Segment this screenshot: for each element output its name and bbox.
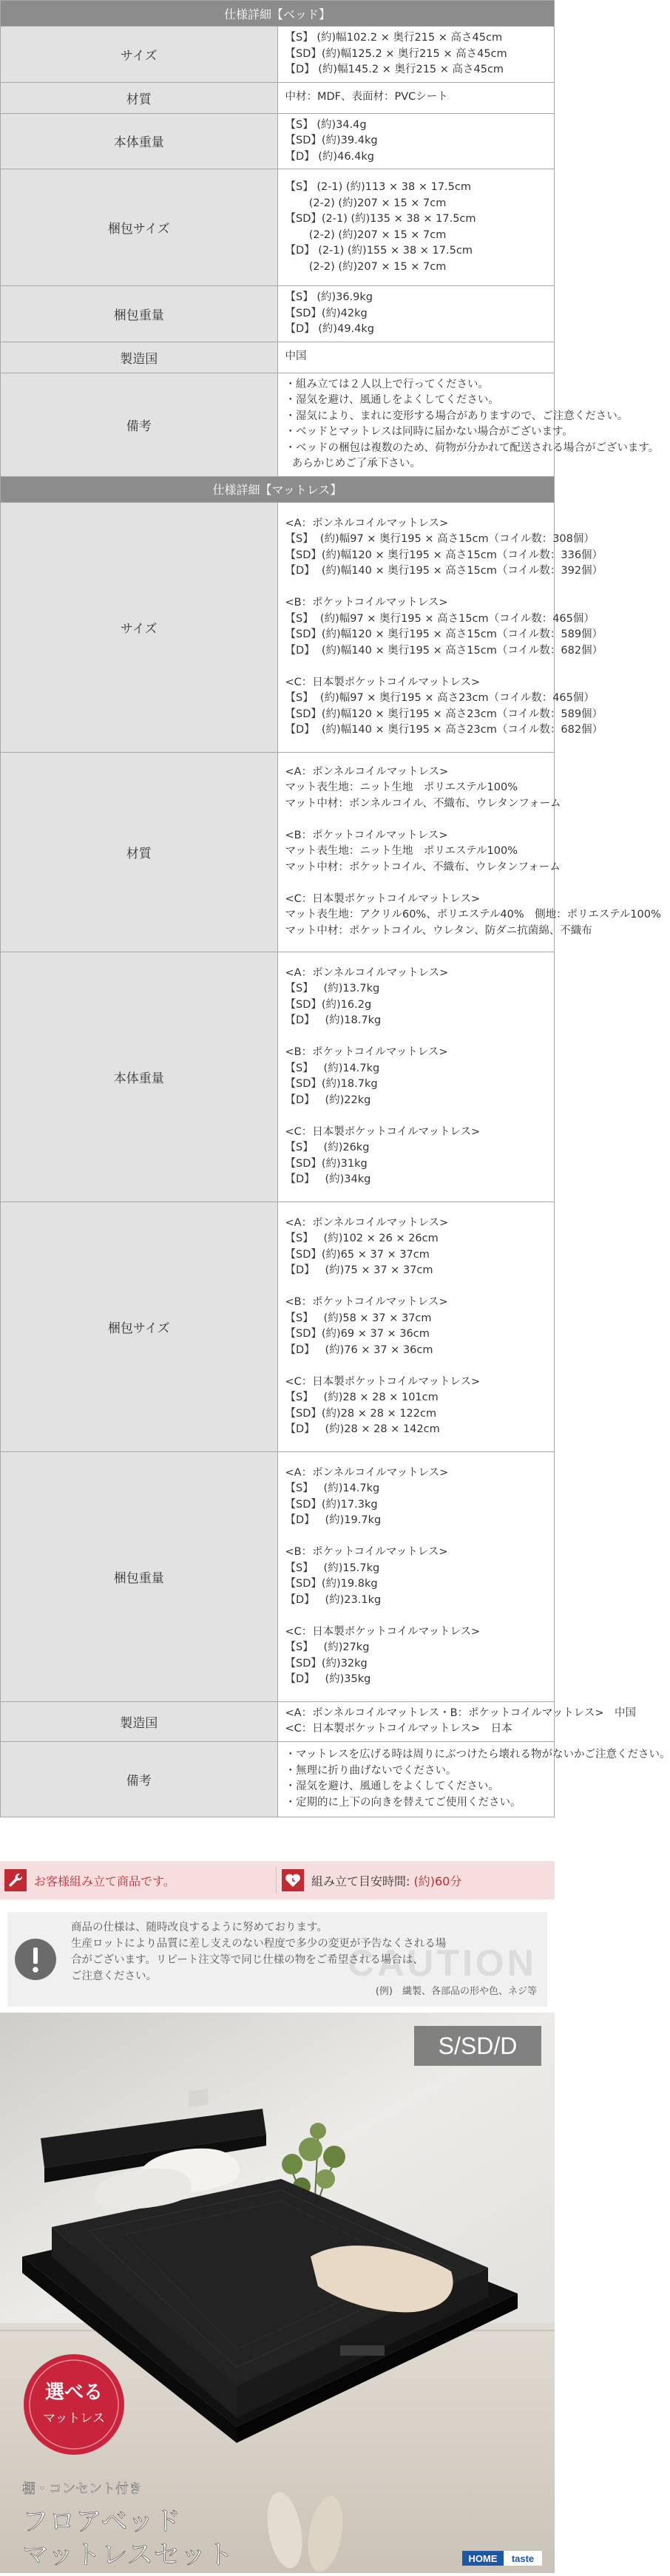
spec-value: <A：ボンネルコイルマットレス> 【S】 (約)102 × 26 × 26cm 【SD】(約)65 × 37 × 37cm 【D】 (約)75 × 37 × 37cm <B：ポケットコイルマットレス> 【S】 (約)58 × 37 × 37cm 【SD】(約)69 × 37 × 36cm 【D】 (約)76 × 37 × 36cm <C：日本製ポケットコイルマットレス> 【S】 (約)28 × 28 × 101cm 【SD】(約)28 × 28 × 122cm 【D】 (約)28 × 28 × 142cm: [277, 1201, 555, 1451]
spec-value: 【S】 (約)34.4g 【SD】(約)39.4kg 【D】 (約)46.4kg: [277, 113, 555, 169]
assembly-time-label: 組み立て目安時間:: [311, 1874, 410, 1888]
spec-row: [1, 952, 555, 1201]
spec-value: 【S】 (2-1) (約)113 × 38 × 17.5cm (2-2) (約)207 × 15 × 7cm 【SD】(2-1) (約)135 × 38 × 17.5cm (2-2) (約)207 × 15 × 7cm 【D】 (2-1) (約)155 × 38 × 17.5cm (2-2) (約)207 × 15 × 7cm: [277, 169, 555, 286]
photo-title-line1: フロアベッド: [22, 2506, 181, 2537]
spec-row: [1, 82, 555, 113]
spec-row: [1, 1701, 555, 1741]
spec-label: 梱包サイズ: [1, 169, 278, 286]
brand-logo: [462, 2551, 542, 2566]
assembly-notice: [0, 1861, 277, 1899]
assembly-band: [0, 1861, 555, 1899]
spec-value: <A：ボンネルコイルマットレス> 【S】 (約)幅97 × 奥行195 × 高さ15cm（コイル数：308個） 【SD】(約)幅120 × 奥行195 × 高さ15cm（コイル数：336個） 【D】 (約)幅140 × 奥行195 × 高さ15cm（コイル数：392個） <B：ポケットコイルマットレス> 【S】 (約)幅97 × 奥行195 × 高さ15cm（コイル数：465個） 【SD】(約)幅120 × 奥行195 × 高さ15cm（コイル数：589個） 【D】 (約)幅140 × 奥行195 × 高さ15cm（コイル数：682個） <C：日本製ポケットコイルマットレス> 【S】 (約)幅97 × 奥行195 × 高さ23cm（コイル数：465個） 【SD】(約)幅120 × 奥行195 × 高さ23cm（コイル数：589個） 【D】 (約)幅140 × 奥行195 × 高さ23cm（コイル数：682個）: [277, 502, 555, 752]
spec-label: 本体重量: [1, 952, 278, 1201]
caution-watermark: CAUTION: [348, 1942, 537, 1984]
mattress-choice-badge: [24, 2354, 124, 2455]
spec-label: 製造国: [1, 1701, 278, 1741]
photo-title-line2: マットレスセット: [22, 2540, 234, 2570]
spec-row: [1, 113, 555, 169]
spec-value: <A：ボンネルコイルマットレス> マット表生地：ニット生地 ポリエステル100% マット中材：ボンネルコイル、不織布、ウレタンフォーム <B：ポケットコイルマットレス> マット表生地：ニット生地 ポリエステル100% マット中材：ポケットコイル、不織布、ウレタンフォーム <C：日本製ポケットコイルマットレス> マット表生地：アクリル60%、ポリエステル40% 側地：ポリエステル100% マット中材：ポケットコイル、ウレタン、防ダニ抗菌綿、不織布: [277, 752, 555, 952]
spec-label: 梱包重量: [1, 1451, 278, 1701]
spec-row: [1, 1201, 555, 1451]
band-divider: [276, 1867, 277, 1894]
caution-section: [0, 1900, 555, 2011]
caution-text: 商品の仕様は、随時改良するように努めております。 生産ロットにより品質に差し支えのない程度で多少の変更が予告なくされる場 合がございます。リピート注文等で同じ仕様の物をご希望される場合は、 ご注意ください。: [71, 1922, 447, 1982]
spec-label: 梱包重量: [1, 286, 278, 342]
spec-value: <A：ボンネルコイルマットレス・B：ポケットコイルマットレス> 中国 <C：日本製ポケットコイルマットレス> 日本: [277, 1701, 555, 1741]
spec-label: 梱包サイズ: [1, 1201, 278, 1451]
assembly-time-value: (約)60分: [413, 1874, 462, 1888]
badge-line2: マットレス: [43, 2411, 105, 2426]
caution-example: (例) 繊製、各部品の形や色、ネジ等: [375, 1986, 537, 1997]
spec-label: 本体重量: [1, 113, 278, 169]
logo-text: HOME: [468, 2553, 498, 2564]
spec-label: 備考: [1, 373, 278, 476]
spec-row: [1, 1741, 555, 1817]
spec-value: <A：ボンネルコイルマットレス> 【S】 (約)13.7kg 【SD】(約)16.2g 【D】 (約)18.7kg <B：ポケットコイルマットレス> 【S】 (約)14.7kg 【SD】(約)18.7kg 【D】 (約)22kg <C：日本製ポケットコイルマットレス> 【S】 (約)26kg 【SD】(約)31kg 【D】 (約)34kg: [277, 952, 555, 1201]
spec-value: 中材：MDF、表面材：PVCシート: [277, 82, 555, 113]
spec-label: サイズ: [1, 502, 278, 752]
size-badge: S/SD/D: [438, 2033, 518, 2059]
spec-value: ・組み立ては２人以上で行ってください。 ・湿気を避け、風通しをよくしてください。 ・湿気により、まれに変形する場合がありますので、ご注意ください。 ・ベッドとマットレスは同時に届かない場合がございます。 ・ベッドの梱包は複数のため、荷物が分かれて配送される場合がございます。 あらかじめご了承下さい。: [277, 373, 555, 476]
bed-scene-image: [0, 2013, 555, 2573]
spec-label: 材質: [1, 752, 278, 952]
spec-label: 備考: [1, 1741, 278, 1817]
spec-value: 中国: [277, 342, 555, 373]
photo-subtitle: 棚・コンセント付き: [22, 2481, 142, 2497]
mattress-spec-title: 仕様詳細【マットレス】: [1, 476, 555, 502]
spec-value: 【S】 (約)36.9kg 【SD】(約)42kg 【D】 (約)49.4kg: [277, 286, 555, 342]
spec-label: サイズ: [1, 27, 278, 83]
spec-row: [1, 27, 555, 83]
exclamation-icon: [15, 1939, 56, 1980]
spec-row: [1, 502, 555, 752]
product-photo: [0, 2013, 555, 2573]
assembly-time: [277, 1861, 555, 1899]
wrench-icon: [3, 1868, 28, 1893]
spec-label: 材質: [1, 82, 278, 113]
spec-row: [1, 342, 555, 373]
spec-row: [1, 1451, 555, 1701]
spec-row: [1, 286, 555, 342]
spec-value: <A：ボンネルコイルマットレス> 【S】 (約)14.7kg 【SD】(約)17.3kg 【D】 (約)19.7kg <B：ポケットコイルマットレス> 【S】 (約)15.7kg 【SD】(約)19.8kg 【D】 (約)23.1kg <C：日本製ポケットコイルマットレス> 【S】 (約)27kg 【SD】(約)32kg 【D】 (約)35kg: [277, 1451, 555, 1701]
assembly-notice-text: お客様組み立て商品です。: [34, 1874, 175, 1888]
logo-text2: taste: [511, 2553, 535, 2564]
caution-box: [7, 1912, 547, 2007]
spec-value: ・マットレスを広げる時は周りにぶつけたら壊れる物がないかご注意ください。 ・無理に折り曲げないでください。 ・湿気を避け、風通しをよくしてください。 ・定期的に上下の向きを替えてご使用ください。: [277, 1741, 555, 1817]
badge-line1: 選べる: [44, 2382, 104, 2404]
spec-row: [1, 373, 555, 476]
bed-spec-title: 仕様詳細【ベッド】: [1, 1, 555, 27]
spec-row: [1, 169, 555, 286]
spec-value: 【S】 (約)幅102.2 × 奥行215 × 高さ45cm 【SD】(約)幅125.2 × 奥行215 × 高さ45cm 【D】 (約)幅145.2 × 奥行215 × 高さ45cm: [277, 27, 555, 83]
clock-heart-icon: [280, 1868, 305, 1893]
spec-row: [1, 752, 555, 952]
spec-label: 製造国: [1, 342, 278, 373]
